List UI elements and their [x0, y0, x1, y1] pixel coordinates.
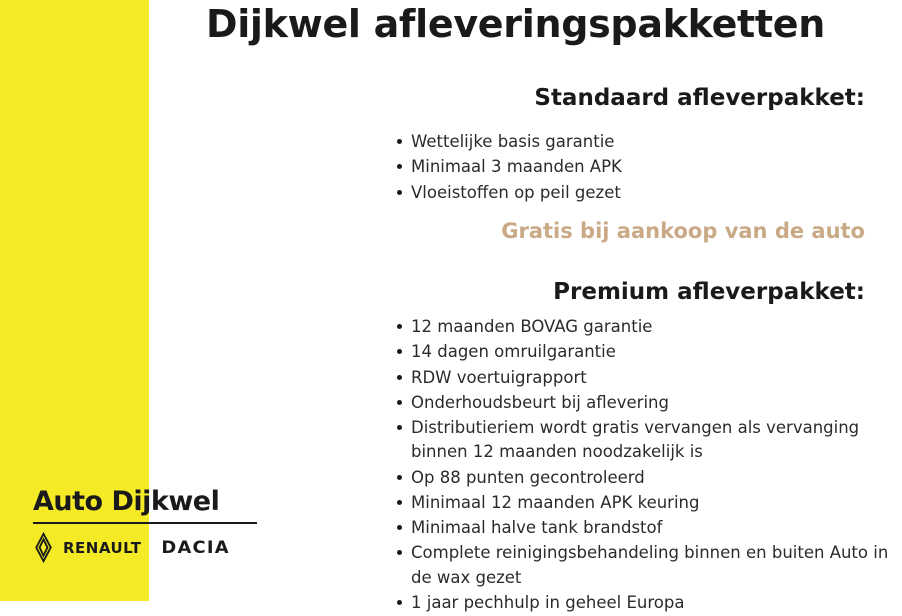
list-item: Complete reinigingsbehandeling binnen en buiten Auto in de wax gezet: [411, 541, 891, 590]
list-item: 1 jaar pechhulp in geheel Europa: [411, 591, 891, 615]
list-item: Distributieriem wordt gratis vervangen als vervanging binnen 12 maanden noodzakelijk is: [411, 416, 891, 465]
list-item: Wettelijke basis garantie: [411, 130, 881, 154]
list-item: Minimaal 3 maanden APK: [411, 155, 881, 179]
list-item: Minimaal halve tank brandstof: [411, 516, 891, 540]
list-item: RDW voertuigrapport: [411, 366, 891, 390]
page-title: Dijkwel afleveringspakketten: [205, 2, 826, 46]
brand-row: [33, 533, 257, 562]
list-item: Op 88 punten gecontroleerd: [411, 466, 891, 490]
list-item: Onderhoudsbeurt bij aflevering: [411, 391, 891, 415]
premium-package-heading: Premium afleverpakket:: [553, 279, 865, 305]
logo-divider: [33, 522, 257, 524]
renault-wordmark: RENAULT: [63, 538, 142, 557]
document-content: [149, 0, 902, 612]
list-item: Vloeistoffen op peil gezet: [411, 181, 881, 205]
logo-wordmark: Auto Dijkwel: [33, 486, 220, 517]
dacia-wordmark: DACIA: [160, 537, 230, 558]
renault-diamond-icon: [33, 533, 54, 562]
premium-package-list: [392, 315, 891, 616]
list-item: 14 dagen omruilgarantie: [411, 340, 891, 364]
dealer-logo: [33, 488, 257, 562]
standard-package-heading: Standaard afleverpakket:: [534, 85, 865, 111]
list-item: Minimaal 12 maanden APK keuring: [411, 491, 891, 515]
free-with-purchase-tagline: Gratis bij aankoop van de auto: [501, 219, 865, 243]
standard-package-list: [392, 130, 881, 206]
list-item: 12 maanden BOVAG garantie: [411, 315, 891, 339]
